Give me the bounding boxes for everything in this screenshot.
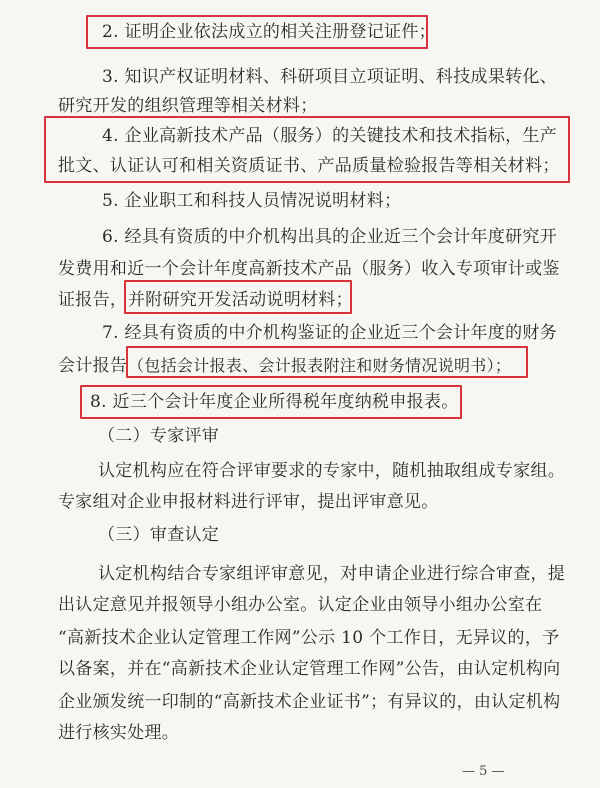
item5-text: 5. 企业职工和科技人员情况说明材料； (102, 191, 402, 211)
item4-text-line2: 批文、认证认可和相关资质证书、产品质量检验报告等相关材料； (58, 156, 560, 176)
section2-heading: （二）专家评审 (98, 426, 220, 446)
section3-text-line3: “高新技术企业认定管理工作网”公示 10 个工作日，无异议的，予 (58, 628, 560, 648)
item7-text-line2-prefix: 会计报告 (58, 356, 128, 376)
item6-text-line1: 6. 经具有资质的中介机构出具的企业近三个会计年度研究开 (102, 227, 558, 247)
item2-text: 2. 证明企业依法成立的相关注册登记证件； (102, 22, 436, 42)
section2-text-line2: 专家组对企业申报材料进行评审，提出评审意见。 (58, 492, 439, 512)
page-number: — 5 — (462, 764, 505, 779)
item3-text-line2: 研究开发的组织管理等相关材料； (58, 96, 318, 116)
section3-text-line4: 以备案，并在“高新技术企业认定管理工作网”公告，由认定机构向 (58, 659, 561, 679)
section3-heading: （三）审查认定 (98, 525, 220, 545)
section3-text-line1: 认定机构结合专家组评审意见，对申请企业进行综合审查，提 (98, 564, 566, 584)
item6-text-line3-highlighted: 并附研究开发活动说明材料； (128, 290, 353, 310)
item7-text-line2-highlighted: （包括会计报表、会计报表附注和财务情况说明书）； (128, 356, 512, 375)
item7-text-line1: 7. 经具有资质的中介机构鉴证的企业近三个会计年度的财务 (102, 323, 558, 343)
section2-text-line1: 认定机构应在符合评审要求的专家中，随机抽取组成专家组。 (98, 461, 566, 481)
section3-text-line5: 企业颁发统一印制的“高新技术企业证书”；有异议的，由认定机构 (58, 692, 561, 712)
section3-text-line2: 出认定意见并报领导小组办公室。认定企业由领导小组办公室在 (58, 595, 543, 615)
section3-text-line6: 进行核实处理。 (58, 723, 180, 743)
item4-text-line1: 4. 企业高新技术产品（服务）的关键技术和技术指标，生产 (102, 126, 558, 146)
item3-text-line1: 3. 知识产权证明材料、科研项目立项证明、科技成果转化、 (102, 67, 558, 87)
item6-text-line2: 发费用和近一个会计年度高新技术产品（服务）收入专项审计或鉴 (58, 259, 560, 279)
item8-text: 8. 近三个会计年度企业所得税年度纳税申报表。 (90, 392, 459, 412)
item6-text-line3-prefix: 证报告， (58, 290, 128, 310)
